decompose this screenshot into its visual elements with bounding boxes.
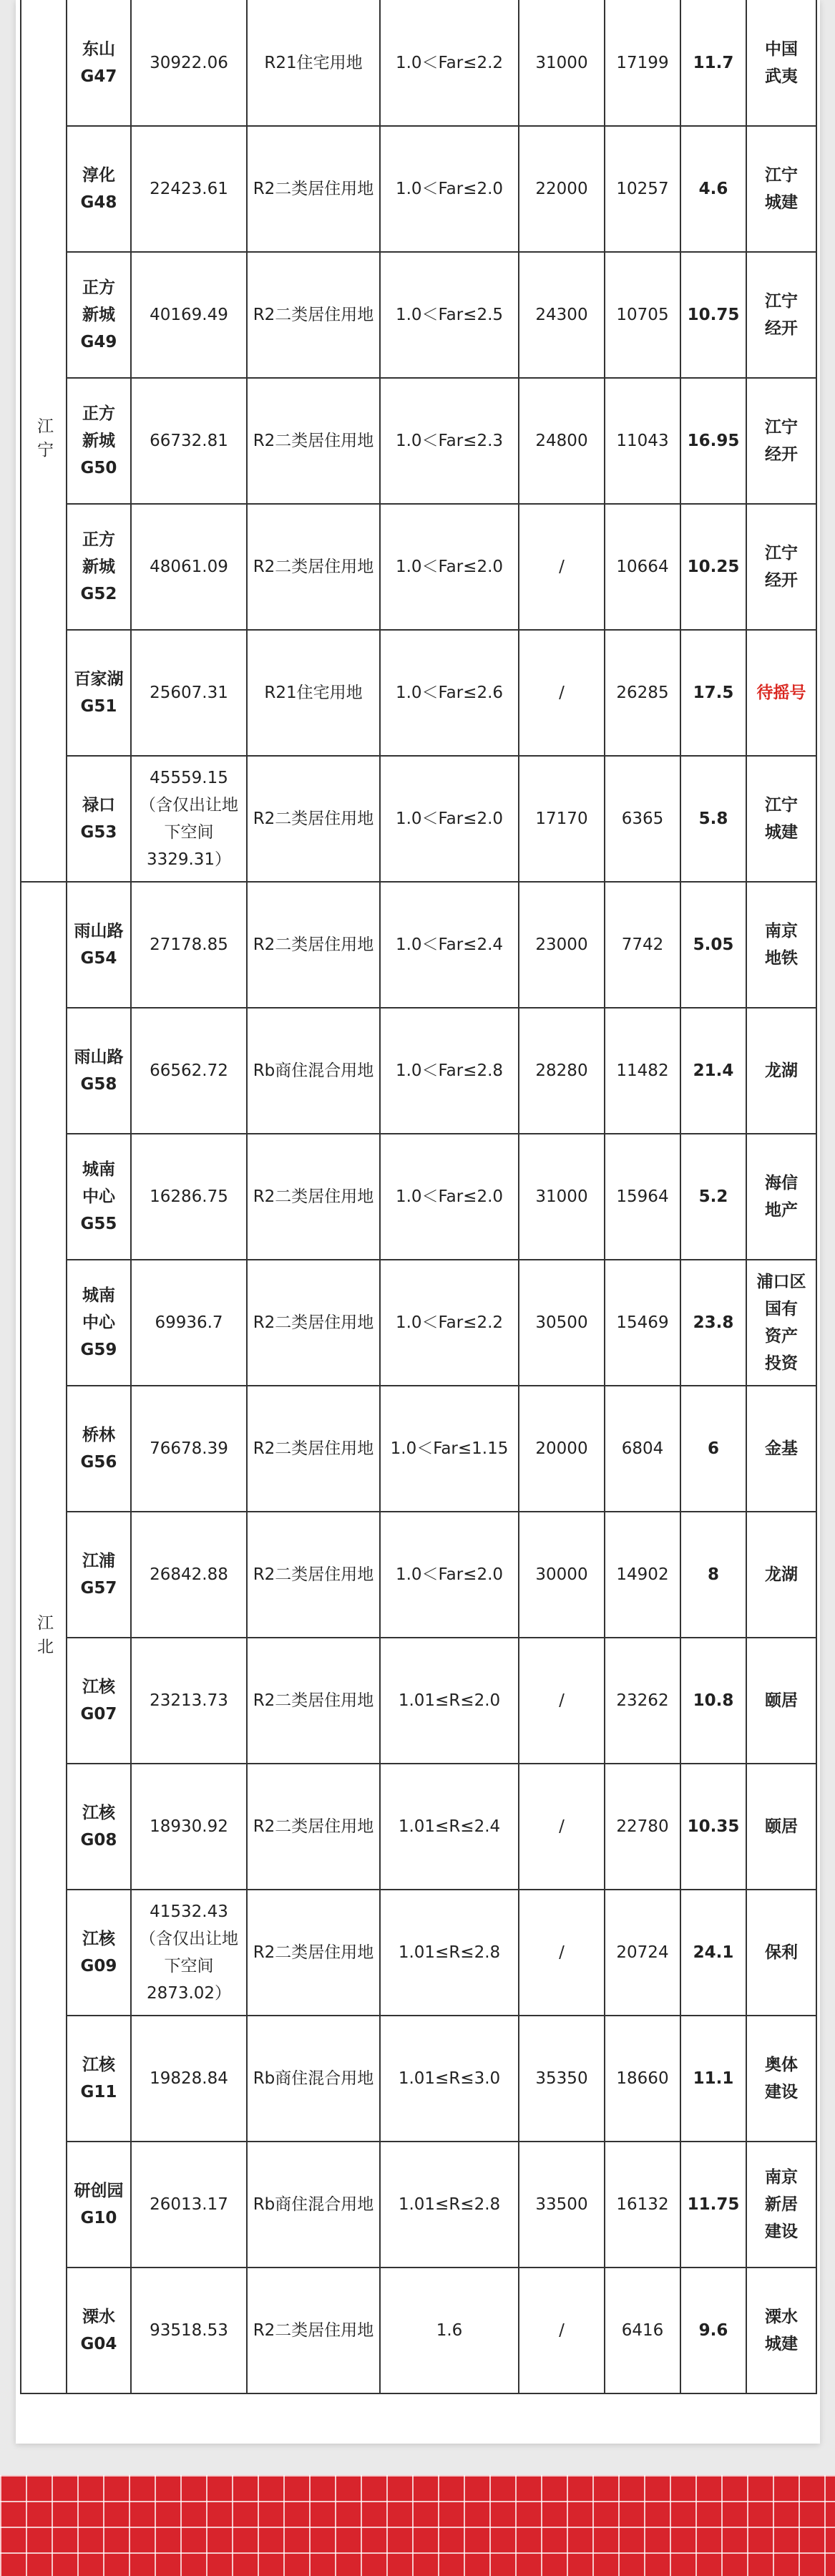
- land-auction-table: [20, 0, 817, 2394]
- district-label: 江北: [34, 1614, 53, 1661]
- floor-price-cell: 6804: [605, 1386, 680, 1512]
- price-cap-cell: 30500: [519, 1260, 605, 1386]
- buyer-cell: 保利: [746, 1890, 816, 2016]
- plot-name-cell: 淳化 G48: [67, 126, 131, 252]
- land-area-cell: 22423.61: [131, 126, 247, 252]
- land-area-cell: 93518.53: [131, 2268, 247, 2393]
- plot-ratio-range-cell: 1.0＜Far≤2.0: [380, 504, 519, 630]
- plot-name-cell: 溧水 G04: [67, 2268, 131, 2393]
- plot-ratio-range-cell: 1.0＜Far≤2.0: [380, 126, 519, 252]
- land-area-cell: 23213.73: [131, 1638, 247, 1764]
- price-cap-cell: 31000: [519, 1134, 605, 1260]
- land-area-cell: 66732.81: [131, 378, 247, 504]
- plot-ratio-range-cell: 1.0＜Far≤2.6: [380, 630, 519, 756]
- land-use-cell: R21住宅用地: [247, 0, 380, 126]
- table-row: [21, 252, 816, 378]
- plot-name-cell: 研创园 G10: [67, 2142, 131, 2268]
- land-area-cell: 66562.72: [131, 1008, 247, 1134]
- land-area-cell: 76678.39: [131, 1386, 247, 1512]
- premium-rate-cell: 5.8: [680, 756, 746, 882]
- buyer-cell: 江宁 经开: [746, 504, 816, 630]
- floor-price-cell: 10257: [605, 126, 680, 252]
- plot-name-cell: 正方 新城 G49: [67, 252, 131, 378]
- premium-rate-cell: 23.8: [680, 1260, 746, 1386]
- plot-ratio-range-cell: 1.01≤R≤2.8: [380, 2142, 519, 2268]
- land-area-cell: 30922.06: [131, 0, 247, 126]
- plot-ratio-range-cell: 1.01≤R≤2.4: [380, 1764, 519, 1890]
- table-row: [21, 1386, 816, 1512]
- table-row: [21, 504, 816, 630]
- buyer-cell: 龙湖: [746, 1008, 816, 1134]
- land-auction-card: [16, 0, 820, 2444]
- buyer-cell: 龙湖: [746, 1512, 816, 1638]
- price-cap-cell: 33500: [519, 2142, 605, 2268]
- land-use-cell: R2二类居住用地: [247, 1386, 380, 1512]
- premium-rate-cell: 11.1: [680, 2016, 746, 2142]
- floor-price-cell: 20724: [605, 1890, 680, 2016]
- table-row: [21, 1008, 816, 1134]
- buyer-cell: 江宁 经开: [746, 378, 816, 504]
- land-area-cell: 45559.15 （含仅出让地 下空间 3329.31）: [131, 756, 247, 882]
- buyer-cell: 待摇号: [746, 630, 816, 756]
- land-area-cell: 26013.17: [131, 2142, 247, 2268]
- plot-ratio-range-cell: 1.0＜Far≤2.3: [380, 378, 519, 504]
- land-area-cell: 27178.85: [131, 882, 247, 1008]
- price-cap-cell: 24300: [519, 252, 605, 378]
- price-cap-cell: 31000: [519, 0, 605, 126]
- buyer-cell: 海信 地产: [746, 1134, 816, 1260]
- table-row: [21, 882, 816, 1008]
- floor-price-cell: 7742: [605, 882, 680, 1008]
- plot-name-cell: 雨山路 G54: [67, 882, 131, 1008]
- table-row: [21, 2268, 816, 2393]
- buyer-cell: 南京 地铁: [746, 882, 816, 1008]
- price-cap-cell: 23000: [519, 882, 605, 1008]
- floor-price-cell: 10705: [605, 252, 680, 378]
- land-use-cell: R2二类居住用地: [247, 882, 380, 1008]
- land-use-cell: R2二类居住用地: [247, 2268, 380, 2393]
- table-row: [21, 1890, 816, 2016]
- price-cap-cell: /: [519, 1890, 605, 2016]
- premium-rate-cell: 21.4: [680, 1008, 746, 1134]
- district-label: 江宁: [34, 417, 53, 465]
- district-cell: [21, 882, 67, 2393]
- table-row: [21, 2016, 816, 2142]
- table-row: [21, 1638, 816, 1764]
- land-area-cell: 40169.49: [131, 252, 247, 378]
- plot-name-cell: 百家湖 G51: [67, 630, 131, 756]
- plot-ratio-range-cell: 1.0＜Far≤2.0: [380, 756, 519, 882]
- buyer-cell: 金基: [746, 1386, 816, 1512]
- premium-rate-cell: 16.95: [680, 378, 746, 504]
- table-row: [21, 756, 816, 882]
- floor-price-cell: 15469: [605, 1260, 680, 1386]
- premium-rate-cell: 5.2: [680, 1134, 746, 1260]
- premium-rate-cell: 4.6: [680, 126, 746, 252]
- land-area-cell: 48061.09: [131, 504, 247, 630]
- floor-price-cell: 23262: [605, 1638, 680, 1764]
- plot-name-cell: 城南 中心 G59: [67, 1260, 131, 1386]
- premium-rate-cell: 5.05: [680, 882, 746, 1008]
- plot-ratio-range-cell: 1.0＜Far≤2.5: [380, 252, 519, 378]
- land-use-cell: R21住宅用地: [247, 630, 380, 756]
- plot-name-cell: 正方 新城 G50: [67, 378, 131, 504]
- price-cap-cell: 22000: [519, 126, 605, 252]
- plot-ratio-range-cell: 1.0＜Far≤1.15: [380, 1386, 519, 1512]
- land-area-cell: 18930.92: [131, 1764, 247, 1890]
- premium-rate-cell: 6: [680, 1386, 746, 1512]
- table-row: [21, 1134, 816, 1260]
- land-area-cell: 16286.75: [131, 1134, 247, 1260]
- plot-name-cell: 城南 中心 G55: [67, 1134, 131, 1260]
- plot-name-cell: 东山 G47: [67, 0, 131, 126]
- price-cap-cell: 24800: [519, 378, 605, 504]
- footer-grid-band: [0, 2475, 835, 2576]
- plot-ratio-range-cell: 1.6: [380, 2268, 519, 2393]
- plot-ratio-range-cell: 1.0＜Far≤2.4: [380, 882, 519, 1008]
- table-row: [21, 378, 816, 504]
- land-use-cell: R2二类居住用地: [247, 1512, 380, 1638]
- premium-rate-cell: 8: [680, 1512, 746, 1638]
- premium-rate-cell: 10.75: [680, 252, 746, 378]
- plot-ratio-range-cell: 1.0＜Far≤2.2: [380, 1260, 519, 1386]
- premium-rate-cell: 10.8: [680, 1638, 746, 1764]
- premium-rate-cell: 24.1: [680, 1890, 746, 2016]
- plot-name-cell: 雨山路 G58: [67, 1008, 131, 1134]
- buyer-cell: 颐居: [746, 1638, 816, 1764]
- land-use-cell: R2二类居住用地: [247, 126, 380, 252]
- floor-price-cell: 22780: [605, 1764, 680, 1890]
- price-cap-cell: /: [519, 1638, 605, 1764]
- plot-ratio-range-cell: 1.01≤R≤2.0: [380, 1638, 519, 1764]
- land-use-cell: R2二类居住用地: [247, 504, 380, 630]
- land-use-cell: R2二类居住用地: [247, 252, 380, 378]
- price-cap-cell: 20000: [519, 1386, 605, 1512]
- plot-name-cell: 正方 新城 G52: [67, 504, 131, 630]
- price-cap-cell: 30000: [519, 1512, 605, 1638]
- plot-name-cell: 江核 G08: [67, 1764, 131, 1890]
- land-use-cell: R2二类居住用地: [247, 1638, 380, 1764]
- table-row: [21, 126, 816, 252]
- price-cap-cell: 17170: [519, 756, 605, 882]
- price-cap-cell: /: [519, 1764, 605, 1890]
- plot-ratio-range-cell: 1.0＜Far≤2.8: [380, 1008, 519, 1134]
- premium-rate-cell: 11.7: [680, 0, 746, 126]
- buyer-cell: 江宁 城建: [746, 126, 816, 252]
- table-row: [21, 0, 816, 126]
- premium-rate-cell: 9.6: [680, 2268, 746, 2393]
- floor-price-cell: 16132: [605, 2142, 680, 2268]
- buyer-cell: 浦口区 国有 资产 投资: [746, 1260, 816, 1386]
- buyer-cell: 江宁 经开: [746, 252, 816, 378]
- land-use-cell: R2二类居住用地: [247, 1890, 380, 2016]
- plot-ratio-range-cell: 1.0＜Far≤2.2: [380, 0, 519, 126]
- land-area-cell: 41532.43 （含仅出让地 下空间 2873.02）: [131, 1890, 247, 2016]
- price-cap-cell: /: [519, 504, 605, 630]
- table-body: [21, 0, 816, 2393]
- plot-name-cell: 桥林 G56: [67, 1386, 131, 1512]
- floor-price-cell: 11043: [605, 378, 680, 504]
- floor-price-cell: 18660: [605, 2016, 680, 2142]
- buyer-cell: 中国 武夷: [746, 0, 816, 126]
- buyer-cell: 颐居: [746, 1764, 816, 1890]
- land-area-cell: 69936.7: [131, 1260, 247, 1386]
- land-use-cell: R2二类居住用地: [247, 1764, 380, 1890]
- land-use-cell: R2二类居住用地: [247, 1134, 380, 1260]
- buyer-cell: 江宁 城建: [746, 756, 816, 882]
- land-use-cell: R2二类居住用地: [247, 756, 380, 882]
- buyer-cell: 溧水 城建: [746, 2268, 816, 2393]
- plot-ratio-range-cell: 1.01≤R≤2.8: [380, 1890, 519, 2016]
- buyer-cell: 奥体 建设: [746, 2016, 816, 2142]
- plot-name-cell: 江核 G09: [67, 1890, 131, 2016]
- land-use-cell: R2二类居住用地: [247, 378, 380, 504]
- land-use-cell: R2二类居住用地: [247, 1260, 380, 1386]
- table-row: [21, 1764, 816, 1890]
- floor-price-cell: 11482: [605, 1008, 680, 1134]
- table-row: [21, 2142, 816, 2268]
- premium-rate-cell: 10.25: [680, 504, 746, 630]
- plot-name-cell: 江浦 G57: [67, 1512, 131, 1638]
- land-area-cell: 19828.84: [131, 2016, 247, 2142]
- plot-ratio-range-cell: 1.0＜Far≤2.0: [380, 1134, 519, 1260]
- plot-name-cell: 江核 G11: [67, 2016, 131, 2142]
- plot-ratio-range-cell: 1.01≤R≤3.0: [380, 2016, 519, 2142]
- table-row: [21, 1260, 816, 1386]
- premium-rate-cell: 11.75: [680, 2142, 746, 2268]
- land-use-cell: Rb商住混合用地: [247, 1008, 380, 1134]
- floor-price-cell: 6416: [605, 2268, 680, 2393]
- floor-price-cell: 17199: [605, 0, 680, 126]
- premium-rate-cell: 17.5: [680, 630, 746, 756]
- table-row: [21, 630, 816, 756]
- plot-name-cell: 禄口 G53: [67, 756, 131, 882]
- land-area-cell: 26842.88: [131, 1512, 247, 1638]
- plot-name-cell: 江核 G07: [67, 1638, 131, 1764]
- buyer-cell: 南京 新居 建设: [746, 2142, 816, 2268]
- table-row: [21, 1512, 816, 1638]
- price-cap-cell: 28280: [519, 1008, 605, 1134]
- plot-ratio-range-cell: 1.0＜Far≤2.0: [380, 1512, 519, 1638]
- floor-price-cell: 14902: [605, 1512, 680, 1638]
- floor-price-cell: 10664: [605, 504, 680, 630]
- price-cap-cell: /: [519, 630, 605, 756]
- floor-price-cell: 6365: [605, 756, 680, 882]
- premium-rate-cell: 10.35: [680, 1764, 746, 1890]
- land-use-cell: Rb商住混合用地: [247, 2016, 380, 2142]
- land-area-cell: 25607.31: [131, 630, 247, 756]
- price-cap-cell: /: [519, 2268, 605, 2393]
- price-cap-cell: 35350: [519, 2016, 605, 2142]
- floor-price-cell: 26285: [605, 630, 680, 756]
- district-cell: [21, 0, 67, 882]
- floor-price-cell: 15964: [605, 1134, 680, 1260]
- land-use-cell: Rb商住混合用地: [247, 2142, 380, 2268]
